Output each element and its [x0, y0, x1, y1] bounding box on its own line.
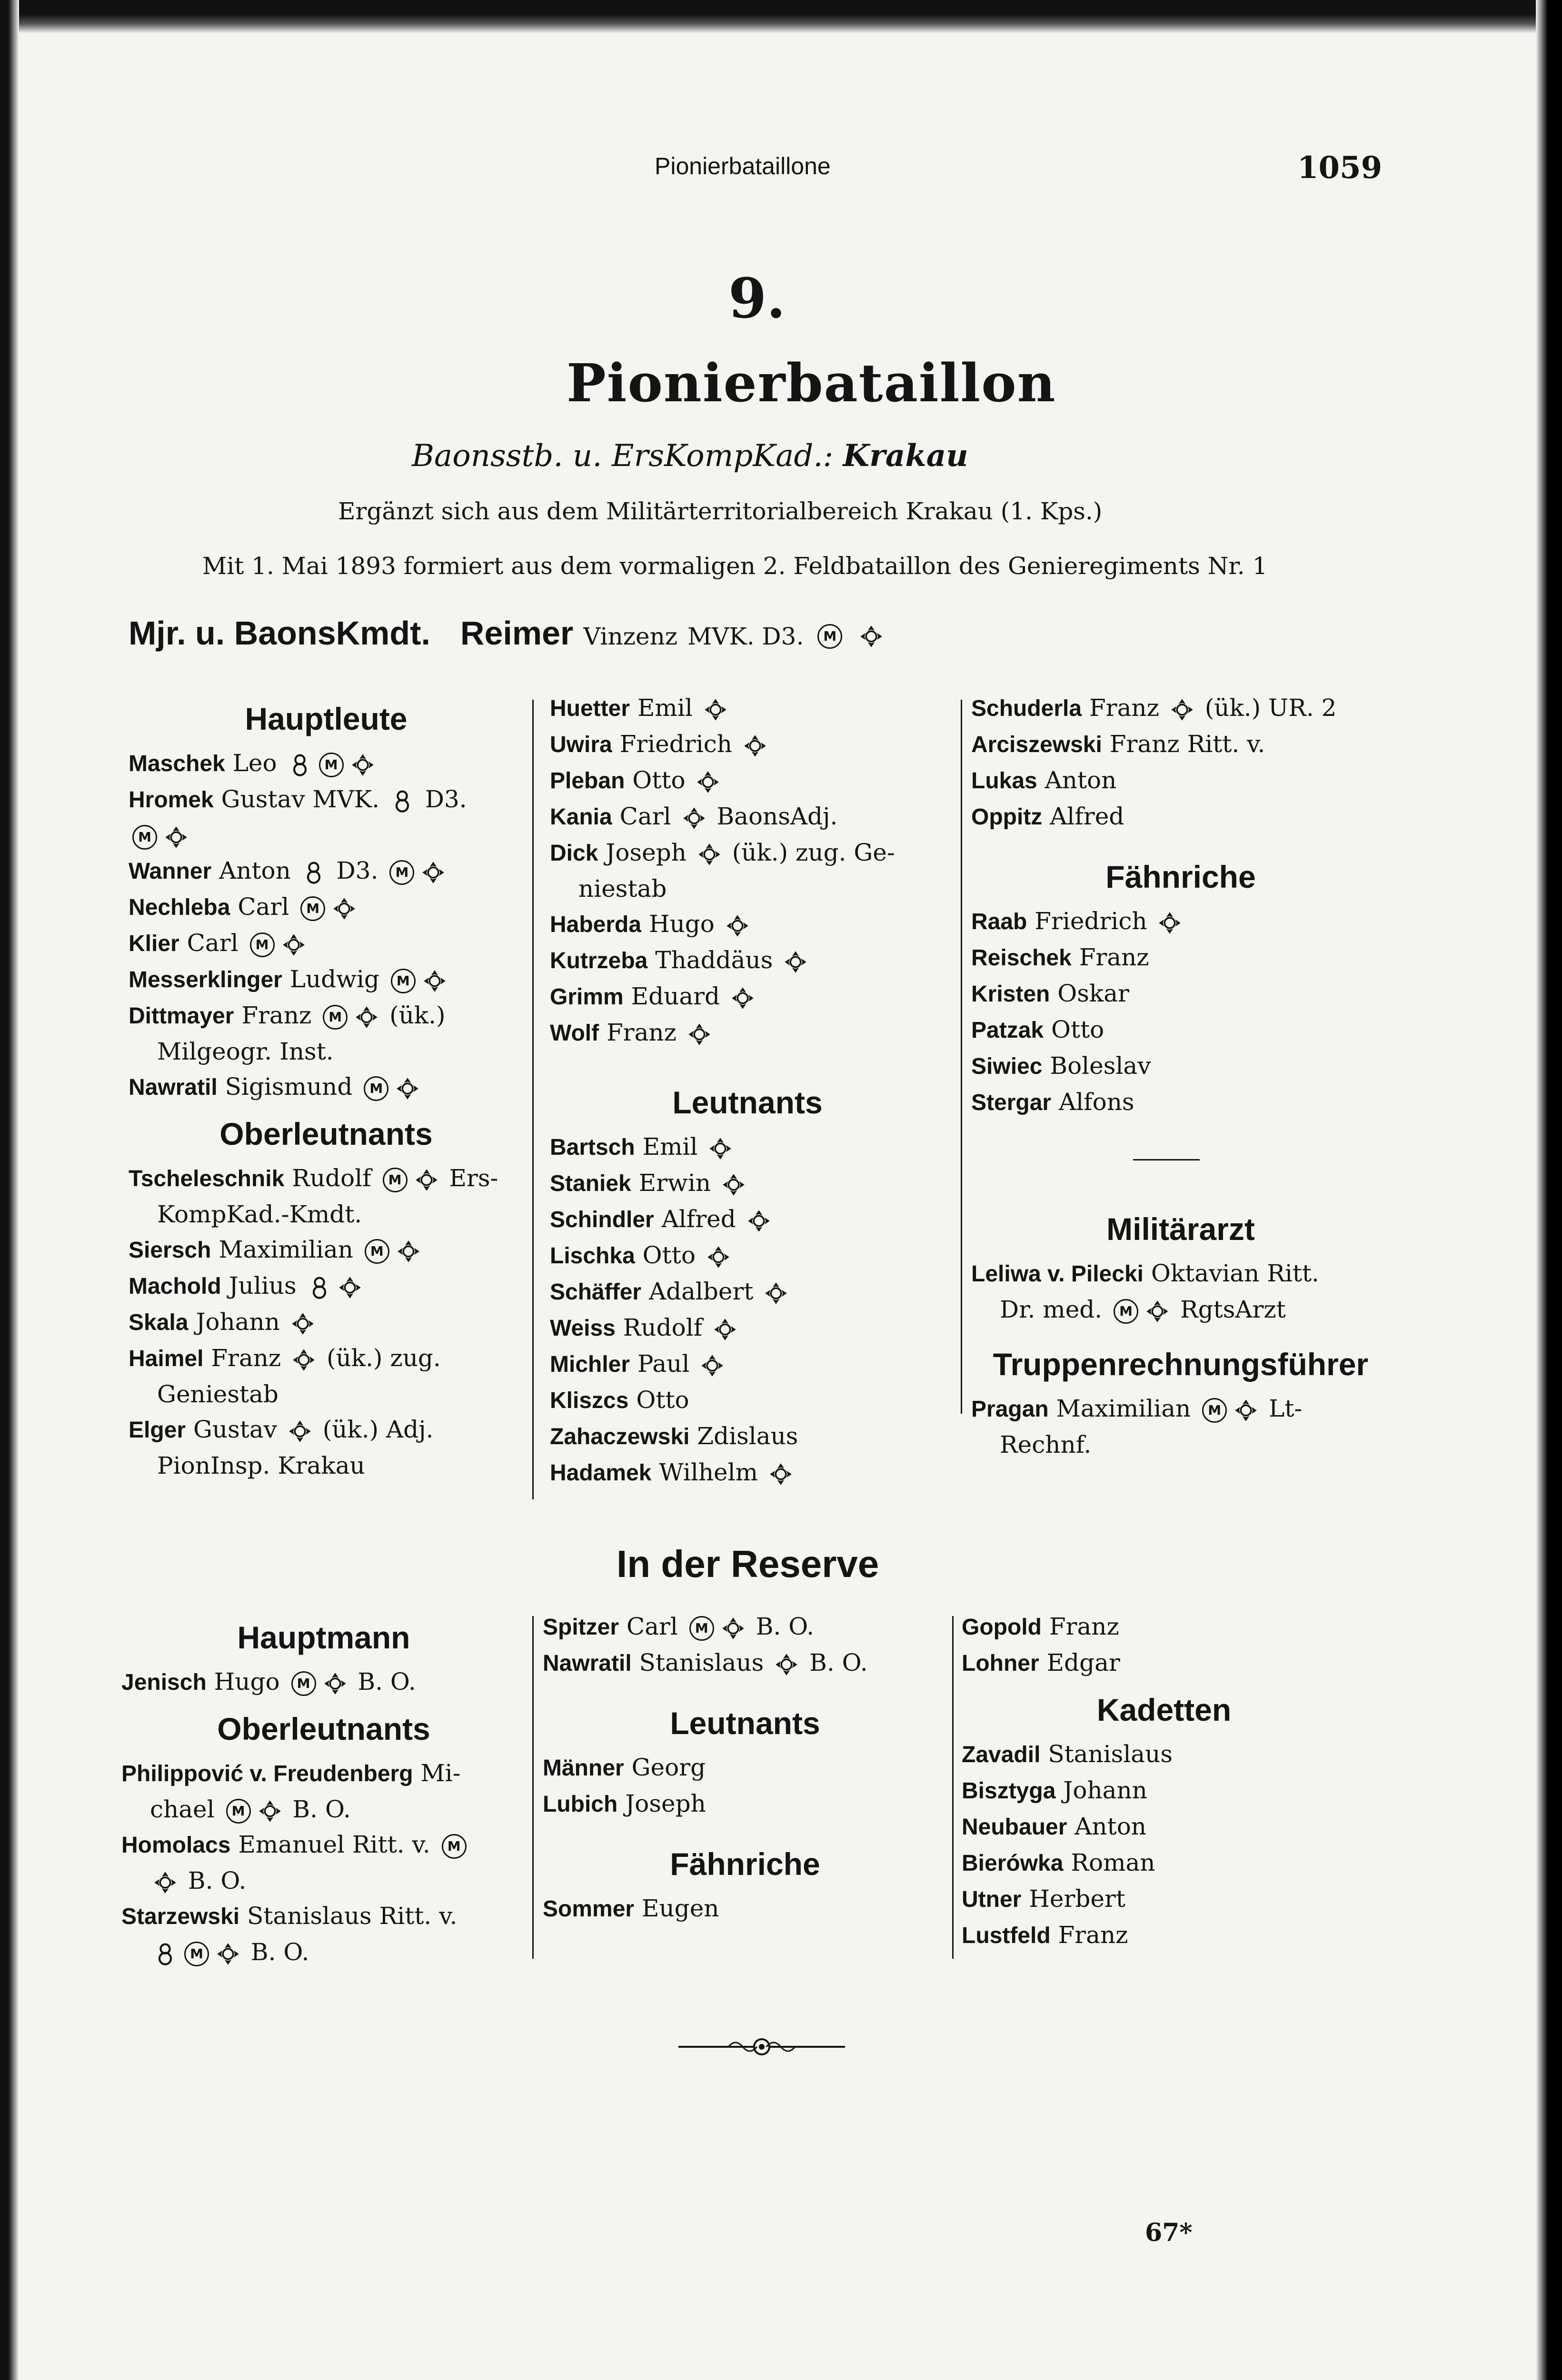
cross-icon [1146, 1300, 1169, 1323]
cross-icon [423, 970, 446, 992]
list-item-cont: Dr. med. M RgtsArzt [1000, 1296, 1286, 1323]
list-item-cont: Milgeogr. Inst. [157, 1038, 334, 1065]
list-item: Pleban Otto [550, 763, 945, 799]
list-item: Arciszewski Franz Ritt. v. [971, 730, 1265, 758]
hauptleute-heading: Hauptleute [245, 701, 408, 736]
cross-icon [333, 897, 356, 920]
reserve-column-2 [543, 1609, 947, 1927]
oberleutnants-heading: Oberleutnants [217, 1711, 430, 1746]
active-column-2 [550, 690, 945, 1491]
cross-icon [701, 1354, 724, 1377]
active-column-3 [971, 690, 1390, 1462]
hauptmann-heading: Hauptmann [237, 1620, 410, 1655]
cross-icon [1234, 1399, 1257, 1422]
list-item: Bierówka Roman [962, 1849, 1155, 1876]
list-item: Utner Herbert [962, 1885, 1125, 1913]
list-item-cont: PionInsp. Krakau [157, 1452, 365, 1479]
cross-icon [292, 1349, 315, 1371]
battalion-number: 9. [728, 267, 786, 331]
m-badge-icon: M [689, 1616, 714, 1641]
cross-icon [165, 826, 188, 849]
list-item: Lischka Otto [550, 1238, 945, 1274]
list-item: Lustfeld Franz [962, 1921, 1128, 1949]
page-number: 1059 [1297, 150, 1383, 186]
list-item: Nawratil Sigismund M [129, 1069, 524, 1105]
cross-icon [396, 1077, 419, 1100]
staff-location: Krakau [843, 438, 968, 474]
list-item: Patzak Otto [971, 1016, 1104, 1043]
reserve-title: In der Reserve [617, 1543, 879, 1585]
list-item: Huetter Emil [550, 690, 945, 726]
list-item-cont: Geniestab [157, 1380, 279, 1408]
list-item: Haberda Hugo [550, 906, 945, 942]
list-item: Grimm Eduard [550, 979, 945, 1015]
list-item: Nawratil Stanislaus B. O. [543, 1649, 868, 1676]
divider [1133, 1159, 1200, 1160]
m-badge-icon: M [300, 896, 325, 921]
list-item: Messerklinger Ludwig M [129, 962, 524, 998]
list-item: Klier Carl M [129, 925, 524, 962]
cross-icon [688, 1023, 711, 1046]
list-item: Homolacs Emanuel Ritt. v. M [121, 1827, 526, 1863]
cross-icon [722, 1173, 745, 1196]
list-item: Skala Johann [129, 1304, 524, 1340]
list-item: Bisztyga Johann [962, 1776, 1147, 1804]
list-item: Machold Julius [129, 1268, 524, 1304]
list-item: Raab Friedrich [971, 903, 1390, 940]
list-item: Philippović v. Freudenberg Mi- [121, 1759, 461, 1787]
list-item: Männer Georg [543, 1754, 706, 1781]
list-item: Lohner Edgar [962, 1649, 1120, 1676]
active-column-1 [129, 690, 524, 1483]
m-badge-icon: M [226, 1799, 251, 1824]
running-title: Pionierbataillone [655, 153, 831, 179]
list-item: Staniek Erwin [550, 1165, 945, 1201]
cross-icon [1158, 912, 1181, 934]
list-item: Siwiec Boleslav [971, 1052, 1151, 1080]
m-badge-icon: M [323, 1005, 348, 1030]
m-badge-icon: M [365, 1239, 389, 1264]
cross-icon [397, 1240, 420, 1263]
order-icon [308, 1276, 331, 1299]
list-item: Schäffer Adalbert [550, 1274, 945, 1310]
list-item: Hromek Gustav MVK. D3. [129, 785, 467, 813]
list-item-cont [129, 818, 524, 853]
cross-icon [707, 1246, 730, 1269]
list-item: Oppitz Alfred [971, 803, 1124, 830]
m-badge-icon: M [383, 1168, 408, 1192]
m-badge-icon: M [1202, 1398, 1227, 1423]
list-item: Nechleba Carl M [129, 889, 524, 925]
list-item: Kliszcs Otto [550, 1386, 689, 1414]
list-item: Schuderla Franz (ük.) UR. 2 [971, 694, 1337, 722]
order-icon [391, 790, 414, 813]
list-item: Dittmayer Franz M (ük.) [129, 1002, 446, 1029]
m-badge-icon: M [184, 1942, 209, 1966]
list-item: Schindler Alfred [550, 1201, 945, 1238]
m-badge-icon: M [250, 932, 275, 957]
staff-location-line [412, 438, 968, 474]
list-item: Starzewski Stanislaus Ritt. v. [121, 1902, 458, 1930]
list-item: Maschek Leo M [129, 745, 524, 782]
cross-icon [289, 1420, 311, 1443]
cross-icon [422, 861, 445, 884]
cross-icon [722, 1617, 745, 1640]
cross-icon [747, 1210, 770, 1232]
commander-name: Reimer [460, 615, 574, 652]
cross-icon [351, 754, 374, 776]
list-item: Spitzer Carl M B. O. [543, 1613, 815, 1640]
cross-icon [784, 951, 807, 973]
list-item: Reischek Franz [971, 943, 1149, 971]
list-item-cont: M B. O. [121, 1934, 526, 1970]
list-item: Elger Gustav (ük.) Adj. [129, 1416, 434, 1443]
m-badge-icon: M [132, 825, 157, 850]
list-item: Jenisch Hugo M B. O. [121, 1668, 416, 1696]
cross-icon [775, 1653, 798, 1676]
list-item-cont: niestab [578, 875, 667, 902]
staff-prefix: Baonsstb. u. ErsKompKad.: [412, 438, 834, 474]
m-badge-icon: M [442, 1834, 467, 1859]
list-item: Kristen Oskar [971, 980, 1129, 1007]
cross-icon [731, 987, 754, 1010]
oberleutnants-heading: Oberleutnants [219, 1116, 433, 1151]
kadetten-heading: Kadetten [1096, 1692, 1232, 1727]
cross-icon [696, 771, 719, 793]
order-icon [302, 861, 325, 884]
list-item: Zavadil Stanislaus [962, 1740, 1173, 1768]
list-item: Wolf Franz [550, 1015, 945, 1051]
list-item: Bartsch Emil [550, 1129, 945, 1165]
cross-icon [282, 933, 305, 956]
list-item: Wanner Anton D3. M [129, 853, 524, 889]
m-badge-icon: M [291, 1671, 316, 1696]
cross-icon [704, 698, 727, 721]
list-item: Sommer Eugen [543, 1894, 719, 1922]
list-item: Michler Paul [550, 1346, 945, 1382]
list-item: Siersch Maximilian M [129, 1232, 524, 1268]
cross-icon [726, 914, 749, 937]
cross-icon [714, 1318, 736, 1341]
m-badge-icon: M [1114, 1299, 1138, 1324]
list-item: Kutrzeba Thaddäus [550, 942, 945, 979]
list-item: Leliwa v. Pilecki Oktavian Ritt. [971, 1259, 1319, 1287]
cross-icon [415, 1169, 438, 1191]
list-item: Neubauer Anton [962, 1813, 1147, 1840]
list-item: Lubich Joseph [543, 1790, 706, 1817]
list-item: Pragan Maximilian M Lt- [971, 1395, 1303, 1422]
cross-icon [259, 1800, 281, 1823]
list-item-cont: Rechnf. [1000, 1431, 1092, 1458]
m-badge-icon: M [319, 753, 344, 777]
cross-icon [217, 1943, 239, 1965]
formiert-line: Mit 1. Mai 1893 formiert aus dem vormaligen 2. Feldbataillon des Genieregiments Nr. 1 [202, 552, 1268, 580]
m-badge-icon: M [817, 624, 842, 649]
list-item: Uwira Friedrich [550, 726, 945, 763]
list-item: Kania Carl BaonsAdj. [550, 803, 838, 830]
ornament-divider [676, 2033, 847, 2061]
cross-icon [324, 1672, 347, 1695]
list-item: Weiss Rudolf [550, 1310, 945, 1346]
cross-icon [1171, 698, 1194, 721]
list-item: Hadamek Wilhelm [550, 1455, 945, 1491]
cross-icon [355, 1006, 378, 1029]
list-item-cont: KompKad.-Kmdt. [157, 1200, 362, 1228]
faehnriche-heading: Fähnriche [670, 1846, 820, 1882]
list-item: Haimel Franz (ük.) zug. [129, 1344, 441, 1372]
list-item: Zahaczewski Zdislaus [550, 1422, 798, 1450]
ergaenzt-line: Ergänzt sich aus dem Militärterritorialbereich Krakau (1. Kps.) [338, 497, 1103, 525]
commander-decorations: MVK. D3. [687, 623, 804, 650]
list-item-cont: chael M B. O. [150, 1795, 351, 1823]
signature-mark: 67* [1145, 2218, 1193, 2247]
m-badge-icon: M [389, 860, 414, 885]
leutnants-heading: Leutnants [670, 1706, 820, 1741]
leutnants-heading: Leutnants [672, 1085, 823, 1120]
militaerarzt-heading: Militärarzt [1106, 1211, 1255, 1247]
list-item: Tscheleschnik Rudolf M Ers- [129, 1164, 498, 1192]
m-badge-icon: M [391, 969, 416, 993]
m-badge-icon: M [364, 1076, 388, 1101]
reserve-column-3 [962, 1609, 1366, 1954]
cross-icon [765, 1282, 787, 1305]
list-item-cont: B. O. [121, 1863, 526, 1898]
commander-rank: Mjr. u. BaonsKmdt. [129, 615, 430, 652]
cross-icon [698, 843, 721, 866]
order-icon [289, 754, 311, 776]
commander-given: Vinzenz [583, 623, 678, 650]
list-item: Lukas Anton [971, 766, 1117, 794]
reserve-column-1 [121, 1609, 526, 1970]
cross-icon [338, 1276, 361, 1299]
cross-icon [683, 807, 706, 830]
cross-icon [709, 1137, 732, 1160]
faehnriche-heading: Fähnriche [1105, 859, 1256, 894]
commander-line [129, 614, 886, 652]
cross-icon [291, 1312, 314, 1335]
list-item: Dick Joseph (ük.) zug. Ge- [550, 839, 895, 866]
order-icon [154, 1943, 177, 1965]
cross-icon [744, 734, 766, 757]
list-item: Gopold Franz [962, 1613, 1119, 1640]
cross-icon [769, 1463, 792, 1486]
cross-icon [154, 1871, 177, 1894]
list-item: Stergar Alfons [971, 1088, 1134, 1116]
battalion-title: Pionierbataillon [567, 352, 1056, 414]
cross-icon [860, 625, 883, 648]
truppenrechnungsfuehrer-heading: Truppenrechnungsführer [993, 1347, 1369, 1382]
